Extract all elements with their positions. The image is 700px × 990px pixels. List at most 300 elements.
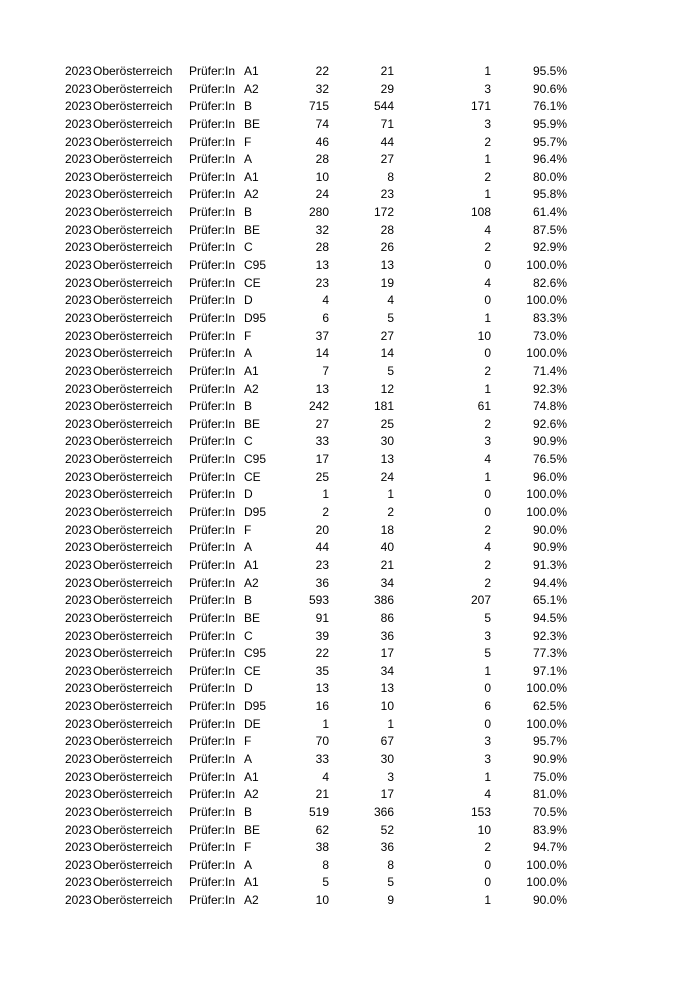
pass-rate-cell: 100.0% [526, 258, 567, 273]
year-cell: 2023 [65, 522, 92, 537]
year-cell: 2023 [65, 381, 92, 396]
spreadsheet-printout [0, 63, 700, 910]
passed-count-cell: 52 [380, 822, 394, 837]
year-cell: 2023 [65, 610, 92, 625]
passed-count-cell: 25 [380, 416, 394, 431]
examiner-cell: Prüfer:In [189, 452, 236, 467]
region-cell: Oberösterreich [93, 381, 173, 396]
region-cell: Oberösterreich [93, 434, 173, 449]
table-row [0, 398, 700, 416]
pass-rate-cell: 91.3% [532, 557, 567, 572]
passed-count-cell: 44 [380, 134, 394, 149]
region-cell: Oberösterreich [93, 99, 173, 114]
passed-count-cell: 26 [380, 240, 394, 255]
pass-rate-cell: 71.4% [532, 363, 567, 378]
examiner-cell: Prüfer:In [189, 346, 236, 361]
total-count-cell: 4 [322, 769, 329, 784]
failed-count-cell: 5 [484, 610, 491, 625]
pass-rate-cell: 94.5% [532, 610, 567, 625]
year-cell: 2023 [65, 822, 92, 837]
total-count-cell: 25 [315, 469, 329, 484]
table-row [0, 451, 700, 469]
license-class-cell: BE [244, 822, 261, 837]
pass-rate-cell: 92.9% [532, 240, 567, 255]
passed-count-cell: 5 [387, 875, 394, 890]
table-row [0, 504, 700, 522]
total-count-cell: 5 [322, 875, 329, 890]
failed-count-cell: 207 [470, 593, 491, 608]
total-count-cell: 91 [315, 610, 329, 625]
examiner-cell: Prüfer:In [189, 893, 236, 908]
examiner-cell: Prüfer:In [189, 434, 236, 449]
year-cell: 2023 [65, 116, 92, 131]
pass-rate-cell: 74.8% [532, 399, 567, 414]
table-row [0, 857, 700, 875]
passed-count-cell: 30 [380, 751, 394, 766]
passed-count-cell: 9 [387, 893, 394, 908]
pass-rate-cell: 61.4% [532, 205, 567, 220]
table-row [0, 239, 700, 257]
passed-count-cell: 24 [380, 469, 394, 484]
examiner-cell: Prüfer:In [189, 399, 236, 414]
table-row [0, 663, 700, 681]
year-cell: 2023 [65, 540, 92, 555]
region-cell: Oberösterreich [93, 505, 173, 520]
pass-rate-cell: 62.5% [532, 699, 567, 714]
license-class-cell: F [244, 840, 252, 855]
license-class-cell: A1 [244, 557, 259, 572]
examiner-cell: Prüfer:In [189, 328, 236, 343]
year-cell: 2023 [65, 258, 92, 273]
failed-count-cell: 2 [484, 169, 491, 184]
region-cell: Oberösterreich [93, 681, 173, 696]
examiner-cell: Prüfer:In [189, 822, 236, 837]
year-cell: 2023 [65, 734, 92, 749]
year-cell: 2023 [65, 222, 92, 237]
total-count-cell: 1 [322, 487, 329, 502]
pass-rate-cell: 100.0% [526, 716, 567, 731]
failed-count-cell: 3 [484, 628, 491, 643]
total-count-cell: 21 [315, 787, 329, 802]
failed-count-cell: 1 [484, 381, 491, 396]
pass-rate-cell: 100.0% [526, 346, 567, 361]
region-cell: Oberösterreich [93, 628, 173, 643]
passed-count-cell: 5 [387, 363, 394, 378]
region-cell: Oberösterreich [93, 751, 173, 766]
license-class-cell: A2 [244, 81, 259, 96]
total-count-cell: 13 [315, 258, 329, 273]
license-class-cell: A [244, 857, 253, 872]
region-cell: Oberösterreich [93, 734, 173, 749]
total-count-cell: 74 [315, 116, 329, 131]
pass-rate-cell: 97.1% [532, 663, 567, 678]
license-class-cell: A [244, 346, 253, 361]
table-row [0, 716, 700, 734]
examiner-cell: Prüfer:In [189, 187, 236, 202]
license-class-cell: DE [244, 716, 261, 731]
pass-rate-cell: 80.0% [532, 169, 567, 184]
passed-count-cell: 1 [387, 487, 394, 502]
year-cell: 2023 [65, 575, 92, 590]
passed-count-cell: 8 [387, 857, 394, 872]
examiner-cell: Prüfer:In [189, 363, 236, 378]
region-cell: Oberösterreich [93, 293, 173, 308]
license-class-cell: D95 [244, 310, 267, 325]
failed-count-cell: 6 [484, 699, 491, 714]
total-count-cell: 38 [315, 840, 329, 855]
passed-count-cell: 13 [380, 258, 394, 273]
pass-rate-cell: 92.3% [532, 381, 567, 396]
pass-rate-cell: 96.0% [532, 469, 567, 484]
examiner-cell: Prüfer:In [189, 840, 236, 855]
table-row [0, 592, 700, 610]
passed-count-cell: 30 [380, 434, 394, 449]
region-cell: Oberösterreich [93, 557, 173, 572]
year-cell: 2023 [65, 646, 92, 661]
year-cell: 2023 [65, 134, 92, 149]
region-cell: Oberösterreich [93, 840, 173, 855]
examiner-cell: Prüfer:In [189, 875, 236, 890]
region-cell: Oberösterreich [93, 822, 173, 837]
license-class-cell: D [244, 487, 253, 502]
table-row [0, 257, 700, 275]
region-cell: Oberösterreich [93, 469, 173, 484]
examiner-cell: Prüfer:In [189, 610, 236, 625]
license-class-cell: F [244, 522, 252, 537]
license-class-cell: C95 [244, 646, 267, 661]
failed-count-cell: 108 [470, 205, 491, 220]
passed-count-cell: 10 [380, 699, 394, 714]
region-cell: Oberösterreich [93, 187, 173, 202]
total-count-cell: 715 [308, 99, 329, 114]
passed-count-cell: 13 [380, 681, 394, 696]
region-cell: Oberösterreich [93, 610, 173, 625]
year-cell: 2023 [65, 169, 92, 184]
pass-rate-cell: 95.7% [532, 134, 567, 149]
license-class-cell: A1 [244, 169, 259, 184]
region-cell: Oberösterreich [93, 64, 173, 78]
region-cell: Oberösterreich [93, 363, 173, 378]
examiner-cell: Prüfer:In [189, 505, 236, 520]
table-row [0, 698, 700, 716]
region-cell: Oberösterreich [93, 81, 173, 96]
region-cell: Oberösterreich [93, 275, 173, 290]
passed-count-cell: 29 [380, 81, 394, 96]
table-row [0, 363, 700, 381]
table-row [0, 804, 700, 822]
total-count-cell: 14 [315, 346, 329, 361]
table-row [0, 486, 700, 504]
year-cell: 2023 [65, 699, 92, 714]
total-count-cell: 39 [315, 628, 329, 643]
region-cell: Oberösterreich [93, 769, 173, 784]
table-row [0, 186, 700, 204]
failed-count-cell: 1 [484, 310, 491, 325]
failed-count-cell: 2 [484, 575, 491, 590]
year-cell: 2023 [65, 469, 92, 484]
examiner-cell: Prüfer:In [189, 293, 236, 308]
examiner-cell: Prüfer:In [189, 416, 236, 431]
total-count-cell: 6 [322, 310, 329, 325]
total-count-cell: 10 [315, 169, 329, 184]
region-cell: Oberösterreich [93, 452, 173, 467]
region-cell: Oberösterreich [93, 804, 173, 819]
pass-rate-cell: 90.0% [532, 893, 567, 908]
table-row [0, 275, 700, 293]
pass-rate-cell: 94.7% [532, 840, 567, 855]
failed-count-cell: 1 [484, 64, 491, 78]
table-row [0, 575, 700, 593]
total-count-cell: 8 [322, 857, 329, 872]
region-cell: Oberösterreich [93, 893, 173, 908]
license-class-cell: B [244, 205, 253, 220]
table-row [0, 610, 700, 628]
total-count-cell: 28 [315, 152, 329, 167]
examiner-cell: Prüfer:In [189, 663, 236, 678]
pass-rate-cell: 81.0% [532, 787, 567, 802]
failed-count-cell: 10 [477, 822, 491, 837]
table-row [0, 522, 700, 540]
passed-count-cell: 2 [387, 505, 394, 520]
passed-count-cell: 23 [380, 187, 394, 202]
failed-count-cell: 4 [484, 540, 491, 555]
year-cell: 2023 [65, 416, 92, 431]
failed-count-cell: 1 [484, 187, 491, 202]
table-row [0, 328, 700, 346]
examiner-cell: Prüfer:In [189, 258, 236, 273]
passed-count-cell: 27 [380, 328, 394, 343]
table-row [0, 769, 700, 787]
examiner-cell: Prüfer:In [189, 857, 236, 872]
pass-rate-cell: 92.3% [532, 628, 567, 643]
examiner-cell: Prüfer:In [189, 681, 236, 696]
table-row [0, 63, 700, 81]
pass-rate-cell: 100.0% [526, 681, 567, 696]
region-cell: Oberösterreich [93, 134, 173, 149]
pass-rate-cell: 70.5% [532, 804, 567, 819]
failed-count-cell: 2 [484, 416, 491, 431]
table-row [0, 416, 700, 434]
total-count-cell: 62 [315, 822, 329, 837]
pass-rate-cell: 75.0% [532, 769, 567, 784]
examiner-cell: Prüfer:In [189, 169, 236, 184]
failed-count-cell: 1 [484, 663, 491, 678]
examiner-cell: Prüfer:In [189, 240, 236, 255]
pass-rate-cell: 65.1% [532, 593, 567, 608]
failed-count-cell: 0 [484, 487, 491, 502]
license-class-cell: D95 [244, 505, 267, 520]
year-cell: 2023 [65, 434, 92, 449]
region-cell: Oberösterreich [93, 328, 173, 343]
region-cell: Oberösterreich [93, 258, 173, 273]
failed-count-cell: 0 [484, 875, 491, 890]
license-class-cell: A2 [244, 787, 259, 802]
region-cell: Oberösterreich [93, 716, 173, 731]
license-class-cell: F [244, 134, 252, 149]
failed-count-cell: 3 [484, 81, 491, 96]
failed-count-cell: 2 [484, 557, 491, 572]
pass-rate-cell: 90.9% [532, 751, 567, 766]
year-cell: 2023 [65, 240, 92, 255]
license-class-cell: C95 [244, 258, 267, 273]
passed-count-cell: 34 [380, 663, 394, 678]
examiner-cell: Prüfer:In [189, 134, 236, 149]
region-cell: Oberösterreich [93, 205, 173, 220]
examiner-cell: Prüfer:In [189, 628, 236, 643]
region-cell: Oberösterreich [93, 240, 173, 255]
failed-count-cell: 4 [484, 222, 491, 237]
table-row [0, 733, 700, 751]
total-count-cell: 37 [315, 328, 329, 343]
license-class-cell: D [244, 293, 253, 308]
examiner-cell: Prüfer:In [189, 716, 236, 731]
total-count-cell: 593 [308, 593, 329, 608]
failed-count-cell: 61 [477, 399, 491, 414]
passed-count-cell: 67 [380, 734, 394, 749]
examiner-cell: Prüfer:In [189, 646, 236, 661]
examiner-cell: Prüfer:In [189, 769, 236, 784]
table-row [0, 874, 700, 892]
passed-count-cell: 36 [380, 628, 394, 643]
pass-rate-cell: 76.5% [532, 452, 567, 467]
region-cell: Oberösterreich [93, 646, 173, 661]
pass-rate-cell: 96.4% [532, 152, 567, 167]
region-cell: Oberösterreich [93, 346, 173, 361]
table-row [0, 822, 700, 840]
table-row [0, 751, 700, 769]
total-count-cell: 27 [315, 416, 329, 431]
table-row [0, 892, 700, 910]
year-cell: 2023 [65, 293, 92, 308]
total-count-cell: 46 [315, 134, 329, 149]
passed-count-cell: 1 [387, 716, 394, 731]
table-row [0, 433, 700, 451]
failed-count-cell: 0 [484, 258, 491, 273]
table-row [0, 169, 700, 187]
year-cell: 2023 [65, 152, 92, 167]
table-row [0, 381, 700, 399]
year-cell: 2023 [65, 840, 92, 855]
failed-count-cell: 0 [484, 346, 491, 361]
license-class-cell: B [244, 399, 253, 414]
pass-rate-cell: 95.8% [532, 187, 567, 202]
passed-count-cell: 366 [373, 804, 394, 819]
passed-count-cell: 3 [387, 769, 394, 784]
total-count-cell: 36 [315, 575, 329, 590]
total-count-cell: 242 [308, 399, 329, 414]
license-class-cell: A2 [244, 893, 259, 908]
year-cell: 2023 [65, 275, 92, 290]
total-count-cell: 23 [315, 275, 329, 290]
pass-rate-cell: 90.6% [532, 81, 567, 96]
pass-rate-cell: 90.0% [532, 522, 567, 537]
license-class-cell: C [244, 628, 253, 643]
pass-rate-cell: 87.5% [532, 222, 567, 237]
pass-rate-cell: 100.0% [526, 505, 567, 520]
total-count-cell: 22 [315, 64, 329, 78]
examiner-cell: Prüfer:In [189, 469, 236, 484]
passed-count-cell: 40 [380, 540, 394, 555]
passed-count-cell: 71 [380, 116, 394, 131]
total-count-cell: 22 [315, 646, 329, 661]
examiner-cell: Prüfer:In [189, 522, 236, 537]
failed-count-cell: 1 [484, 769, 491, 784]
total-count-cell: 70 [315, 734, 329, 749]
year-cell: 2023 [65, 99, 92, 114]
table-row [0, 292, 700, 310]
license-class-cell: D95 [244, 699, 267, 714]
year-cell: 2023 [65, 751, 92, 766]
passed-count-cell: 4 [387, 293, 394, 308]
examiner-cell: Prüfer:In [189, 152, 236, 167]
total-count-cell: 13 [315, 681, 329, 696]
license-class-cell: A1 [244, 363, 259, 378]
total-count-cell: 32 [315, 81, 329, 96]
year-cell: 2023 [65, 893, 92, 908]
failed-count-cell: 2 [484, 134, 491, 149]
pass-rate-cell: 90.9% [532, 540, 567, 555]
failed-count-cell: 0 [484, 716, 491, 731]
pass-rate-cell: 94.4% [532, 575, 567, 590]
region-cell: Oberösterreich [93, 399, 173, 414]
license-class-cell: CE [244, 469, 261, 484]
license-class-cell: A [244, 751, 253, 766]
examiner-cell: Prüfer:In [189, 222, 236, 237]
region-cell: Oberösterreich [93, 575, 173, 590]
year-cell: 2023 [65, 363, 92, 378]
table-row [0, 786, 700, 804]
total-count-cell: 13 [315, 381, 329, 396]
total-count-cell: 1 [322, 716, 329, 731]
examiner-cell: Prüfer:In [189, 593, 236, 608]
pass-rate-cell: 95.9% [532, 116, 567, 131]
license-class-cell: BE [244, 116, 261, 131]
failed-count-cell: 3 [484, 751, 491, 766]
year-cell: 2023 [65, 593, 92, 608]
total-count-cell: 519 [308, 804, 329, 819]
failed-count-cell: 3 [484, 734, 491, 749]
failed-count-cell: 0 [484, 681, 491, 696]
region-cell: Oberösterreich [93, 487, 173, 502]
failed-count-cell: 0 [484, 293, 491, 308]
total-count-cell: 2 [322, 505, 329, 520]
region-cell: Oberösterreich [93, 787, 173, 802]
region-cell: Oberösterreich [93, 857, 173, 872]
license-class-cell: A [244, 540, 253, 555]
pass-rate-cell: 95.5% [532, 64, 567, 78]
pass-rate-cell: 100.0% [526, 875, 567, 890]
license-class-cell: CE [244, 663, 261, 678]
license-class-cell: BE [244, 610, 261, 625]
year-cell: 2023 [65, 769, 92, 784]
table-row [0, 116, 700, 134]
total-count-cell: 20 [315, 522, 329, 537]
license-class-cell: A1 [244, 769, 259, 784]
passed-count-cell: 12 [380, 381, 394, 396]
table-row [0, 345, 700, 363]
year-cell: 2023 [65, 505, 92, 520]
total-count-cell: 7 [322, 363, 329, 378]
year-cell: 2023 [65, 857, 92, 872]
region-cell: Oberösterreich [93, 593, 173, 608]
region-cell: Oberösterreich [93, 663, 173, 678]
region-cell: Oberösterreich [93, 310, 173, 325]
failed-count-cell: 4 [484, 452, 491, 467]
region-cell: Oberösterreich [93, 222, 173, 237]
pass-rate-cell: 100.0% [526, 857, 567, 872]
passed-count-cell: 28 [380, 222, 394, 237]
failed-count-cell: 4 [484, 275, 491, 290]
